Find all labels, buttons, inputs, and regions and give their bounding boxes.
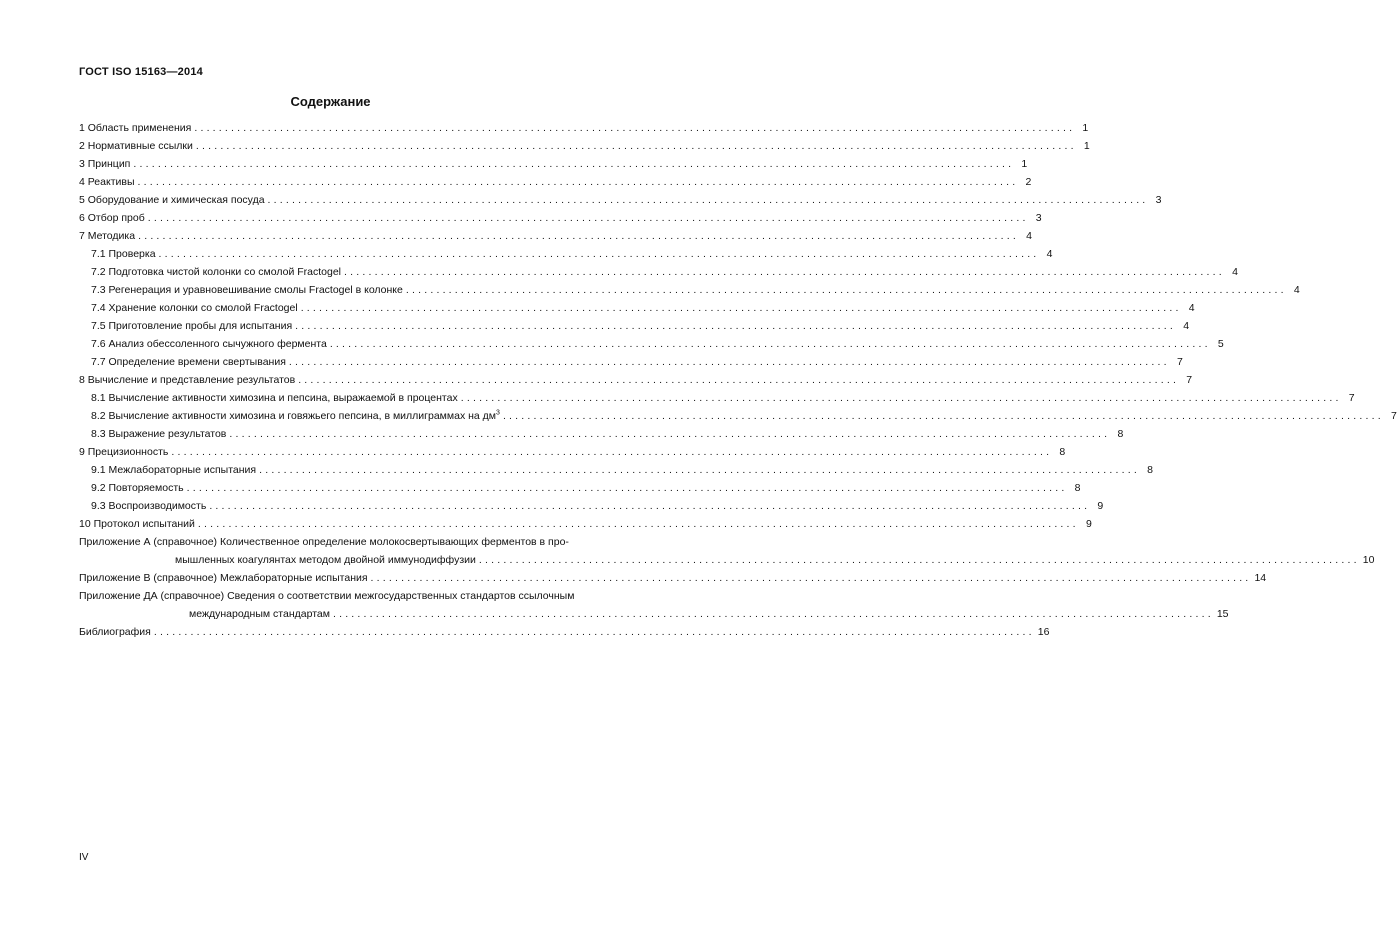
toc-entry-label: 8.1 Вычисление активности химозина и пепсина, выражаемой в процентах: [91, 392, 458, 404]
toc-appendix-a-line1[interactable]: [79, 533, 614, 551]
toc-entry[interactable]: 2 Нормативные ссылки ................................................................................................................................................ 1: [79, 137, 614, 155]
toc-entry-label: Приложение ДА (справочное) Сведения о соответствии межгосударственных стандартов ссылочным: [79, 590, 575, 602]
toc-appendix-a-line2[interactable]: мышленных коагулянтах методом двойной иммунодиффузии ................................................................................................................................................ 10: [175, 551, 614, 569]
toc-entry-label: 7.2 Подготовка чистой колонки со смолой Fractogel: [91, 266, 342, 278]
toc-entry-label: 5 Оборудование и химическая посуда: [79, 194, 265, 206]
toc-entry-label: 7.6 Анализ обессоленного сычужного фермента: [91, 338, 327, 350]
toc-entry-page: 5: [1217, 338, 1224, 350]
toc-subentry[interactable]: 8.1 Вычисление активности химозина и пепсина, выражаемой в процентах ................................................................................................................................................ 7: [91, 389, 614, 407]
toc-subentry[interactable]: 7.6 Анализ обессоленного сычужного фермента ................................................................................................................................................ 5: [91, 335, 614, 353]
toc-entry[interactable]: 1 Область применения ................................................................................................................................................ 1: [79, 119, 614, 137]
toc-entry-label: 8.2 Вычисление активности химозина и говяжьего пепсина, в миллиграммах на дм: [91, 410, 497, 422]
toc-entry-page: 4: [1026, 230, 1032, 242]
document-header: ГОСТ ISO 15163—2014: [79, 66, 203, 78]
toc-entry-page: 7: [1390, 410, 1397, 422]
toc-entry-label: 7.1 Проверка: [91, 248, 156, 260]
toc-entry-page: 4: [1293, 284, 1300, 296]
toc-entry[interactable]: 4 Реактивы ................................................................................................................................................ 2: [79, 173, 614, 191]
toc-entry-page: 7: [1348, 392, 1355, 404]
toc-bibliography[interactable]: Библиография ................................................................................................................................................ 16: [79, 623, 614, 641]
toc-entry-page: 15: [1216, 608, 1229, 620]
toc-entry-label: 8.3 Выражение результатов: [91, 428, 227, 440]
toc-entry-page: 16: [1037, 626, 1050, 638]
toc-entry-page: 10: [1362, 554, 1375, 566]
toc-entry-label: 7 Методика: [79, 230, 136, 242]
toc-entry-label: 4 Реактивы: [79, 176, 135, 188]
toc-entry[interactable]: 7 Методика ................................................................................................................................................ 4: [79, 227, 614, 245]
toc-subentry[interactable]: 9.1 Межлабораторные испытания ................................................................................................................................................ 8: [91, 461, 614, 479]
toc-entry[interactable]: 6 Отбор проб ................................................................................................................................................ 3: [79, 209, 614, 227]
toc-entry-page: 4: [1046, 248, 1053, 260]
toc-entry-page: 1: [1083, 140, 1090, 152]
toc-subentry[interactable]: 7.1 Проверка ................................................................................................................................................ 4: [91, 245, 614, 263]
toc-entry[interactable]: 8 Вычисление и представление результатов ................................................................................................................................................ 7: [79, 371, 614, 389]
toc-entry-page: 1: [1021, 158, 1028, 170]
toc-entry-label: 6 Отбор проб: [79, 212, 145, 224]
toc-entry[interactable]: 3 Принцип ................................................................................................................................................ 1: [79, 155, 614, 173]
toc-entry[interactable]: 9 Прецизионность ................................................................................................................................................ 8: [79, 443, 614, 461]
superscript: 3: [496, 409, 500, 417]
toc-entry-label: 10 Протокол испытаний: [79, 518, 195, 530]
toc-subentry[interactable]: 9.2 Повторяемость ................................................................................................................................................ 8: [91, 479, 614, 497]
toc-entry-label: 9.1 Межлабораторные испытания: [91, 464, 257, 476]
toc-entry-label: 2 Нормативные ссылки: [79, 140, 193, 152]
toc-subentry[interactable]: 7.7 Определение времени свертывания ................................................................................................................................................ 7: [91, 353, 614, 371]
toc-entry-page: 9: [1097, 500, 1104, 512]
toc-entry-label: Приложение А (справочное) Количественное определение молокосвертывающих ферментов в про-: [79, 536, 569, 548]
toc-entry-page: 8: [1059, 446, 1066, 458]
toc-entry-label: международным стандартам: [189, 608, 330, 620]
toc-appendix-da-line2[interactable]: международным стандартам ................................................................................................................................................ 15: [189, 605, 614, 623]
toc-entry[interactable]: 5 Оборудование и химическая посуда ................................................................................................................................................ 3: [79, 191, 614, 209]
toc-subentry[interactable]: 7.5 Приготовление пробы для испытания ................................................................................................................................................ 4: [91, 317, 614, 335]
toc-entry-label: 7.5 Приготовление пробы для испытания: [91, 320, 293, 332]
toc-subentry[interactable]: 8.2 Вычисление активности химозина и говяжьего пепсина, в миллиграммах на $дм^3$ ................................................................................................................................................ 7: [91, 407, 614, 425]
toc-entry-label: 7.7 Определение времени свертывания: [91, 356, 286, 368]
toc-entry-page: 4: [1232, 266, 1238, 278]
toc-entry-page: 3: [1035, 212, 1042, 224]
toc-entry-page: 1: [1082, 122, 1089, 134]
toc-entry-label: 8 Вычисление и представление результатов: [79, 374, 296, 386]
toc-appendix-da-line1[interactable]: [79, 587, 614, 605]
toc-entry-page: 2: [1025, 176, 1032, 188]
toc-entry[interactable]: 10 Протокол испытаний ................................................................................................................................................ 9: [79, 515, 614, 533]
toc-entry-page: 8: [1074, 482, 1081, 494]
toc-entry-label: 9.3 Воспроизводимость: [91, 500, 207, 512]
toc-entry-label: Библиография: [79, 626, 151, 638]
toc-entry-page: 8: [1147, 464, 1153, 476]
page-number: IV: [79, 852, 89, 863]
toc-entry-label: 7.4 Хранение колонки со смолой Fractogel: [91, 302, 298, 314]
toc-subentry[interactable]: 7.4 Хранение колонки со смолой Fractogel ................................................................................................................................................ 4: [91, 299, 614, 317]
toc-entry-label: 9 Прецизионность: [79, 446, 169, 458]
toc-entry-label: 9.2 Повторяемость: [91, 482, 184, 494]
toc-subentry[interactable]: 7.2 Подготовка чистой колонки со смолой Fractogel ................................................................................................................................................ 4: [91, 263, 614, 281]
toc-entry-label: Приложение В (справочное) Межлабораторные испытания: [79, 572, 368, 584]
page-title: Содержание: [290, 94, 371, 109]
toc-subentry[interactable]: 8.3 Выражение результатов ................................................................................................................................................ 8: [91, 425, 614, 443]
toc-entry-page: 4: [1188, 302, 1195, 314]
toc-entry-page: 7: [1176, 356, 1183, 368]
toc-entry-label: мышленных коагулянтах методом двойной иммунодиффузии: [175, 554, 476, 566]
toc-entry-label: 3 Принцип: [79, 158, 131, 170]
toc-entry-page: 9: [1085, 518, 1092, 530]
toc-entry-page: 14: [1254, 572, 1267, 584]
toc-entry-label: 1 Область применения: [79, 122, 192, 134]
toc-subentry[interactable]: 9.3 Воспроизводимость ................................................................................................................................................ 9: [91, 497, 614, 515]
toc-entry-page: 7: [1186, 374, 1193, 386]
toc-entry-label: 7.3 Регенерация и уравновешивание смолы Fractogel в колонке: [91, 284, 403, 296]
toc-entry-page: 3: [1155, 194, 1162, 206]
toc-subentry[interactable]: 7.3 Регенерация и уравновешивание смолы Fractogel в колонке ................................................................................................................................................ 4: [91, 281, 614, 299]
toc-entry-page: 4: [1183, 320, 1190, 332]
toc-appendix-b[interactable]: Приложение В (справочное) Межлабораторные испытания ................................................................................................................................................ 14: [79, 569, 614, 587]
toc-entry-page: 8: [1117, 428, 1124, 440]
